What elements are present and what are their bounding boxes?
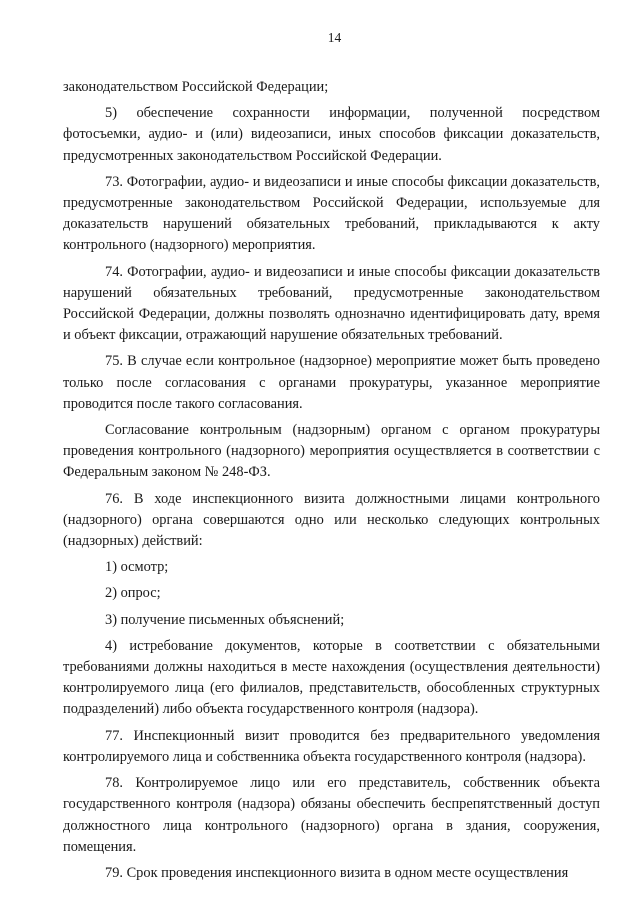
paragraph-2: 73. Фотографии, аудио- и видеозаписи и иные способы фиксации доказательств, предусмотренные законодательством Российской Федерации, используемые для доказательств нарушений обязательных требований, прикладываются к акту контрольного (надзорного) мероприятия. — [63, 173, 600, 254]
paragraph-12: 78. Контролируемое лицо или его представитель, собственник объекта государственного контроля (надзора) обязаны обеспечить беспрепятственный доступ должностного лица контрольного (надзорного) органа в здания, сооружения, помещения. — [63, 775, 600, 855]
paragraph-6: 76. В ходе инспекционного визита должностными лицами контрольного (надзорного) органа совершаются одно или несколько следующих контрольных (надзорных) действий: — [63, 490, 600, 550]
paragraph-3: 74. Фотографии, аудио- и видеозаписи и иные способы фиксации доказательств нарушений обязательных требований, предусмотренные законодательством Российской Федерации, должны позволять однозначно идентифицировать дату, время и объект фиксации, отражающий нарушение обязательных требований. — [63, 263, 600, 344]
paragraph-11: 77. Инспекционный визит проводится без предварительного уведомления контролируемого лица и собственника объекта государственного контроля (надзора). — [63, 727, 600, 765]
list-item-4: 4) истребование документов, которые в соответствии с обязательными требованиями должны находиться в месте нахождения (осуществления деятельности) контролируемого лица (его филиалов, представительств, обособленных структурных подразделений) либо объекта государственного контроля (надзора). — [63, 637, 600, 718]
paragraph-5: Согласование контрольным (надзорным) органом с органом прокуратуры проведения контрольного (надзорного) мероприятия осуществляется в соответствии с Федеральным законом № 248-ФЗ. — [63, 422, 600, 481]
list-item-3: 3) получение письменных объяснений; — [105, 611, 345, 628]
list-item-1: 1) осмотр; — [105, 559, 169, 576]
paragraph-13: 79. Срок проведения инспекционного визита в одном месте осуществления — [105, 864, 569, 881]
paragraph-1: 5) обеспечение сохранности информации, полученной посредством фотосъемки, аудио- и (или) видеозаписи, иных способов фиксации доказательств, предусмотренных законодательством Российской Федерации. — [63, 105, 600, 164]
list-item-2: 2) опрос; — [105, 585, 161, 602]
paragraph-4: 75. В случае если контрольное (надзорное) мероприятие может быть проведено только после согласования с органами прокуратуры, указанное мероприятие проводится после такого согласования. — [63, 353, 600, 412]
document-body — [63, 77, 600, 884]
page-number: 14 — [327, 30, 342, 45]
paragraph-0: законодательством Российской Федерации; — [63, 79, 329, 95]
